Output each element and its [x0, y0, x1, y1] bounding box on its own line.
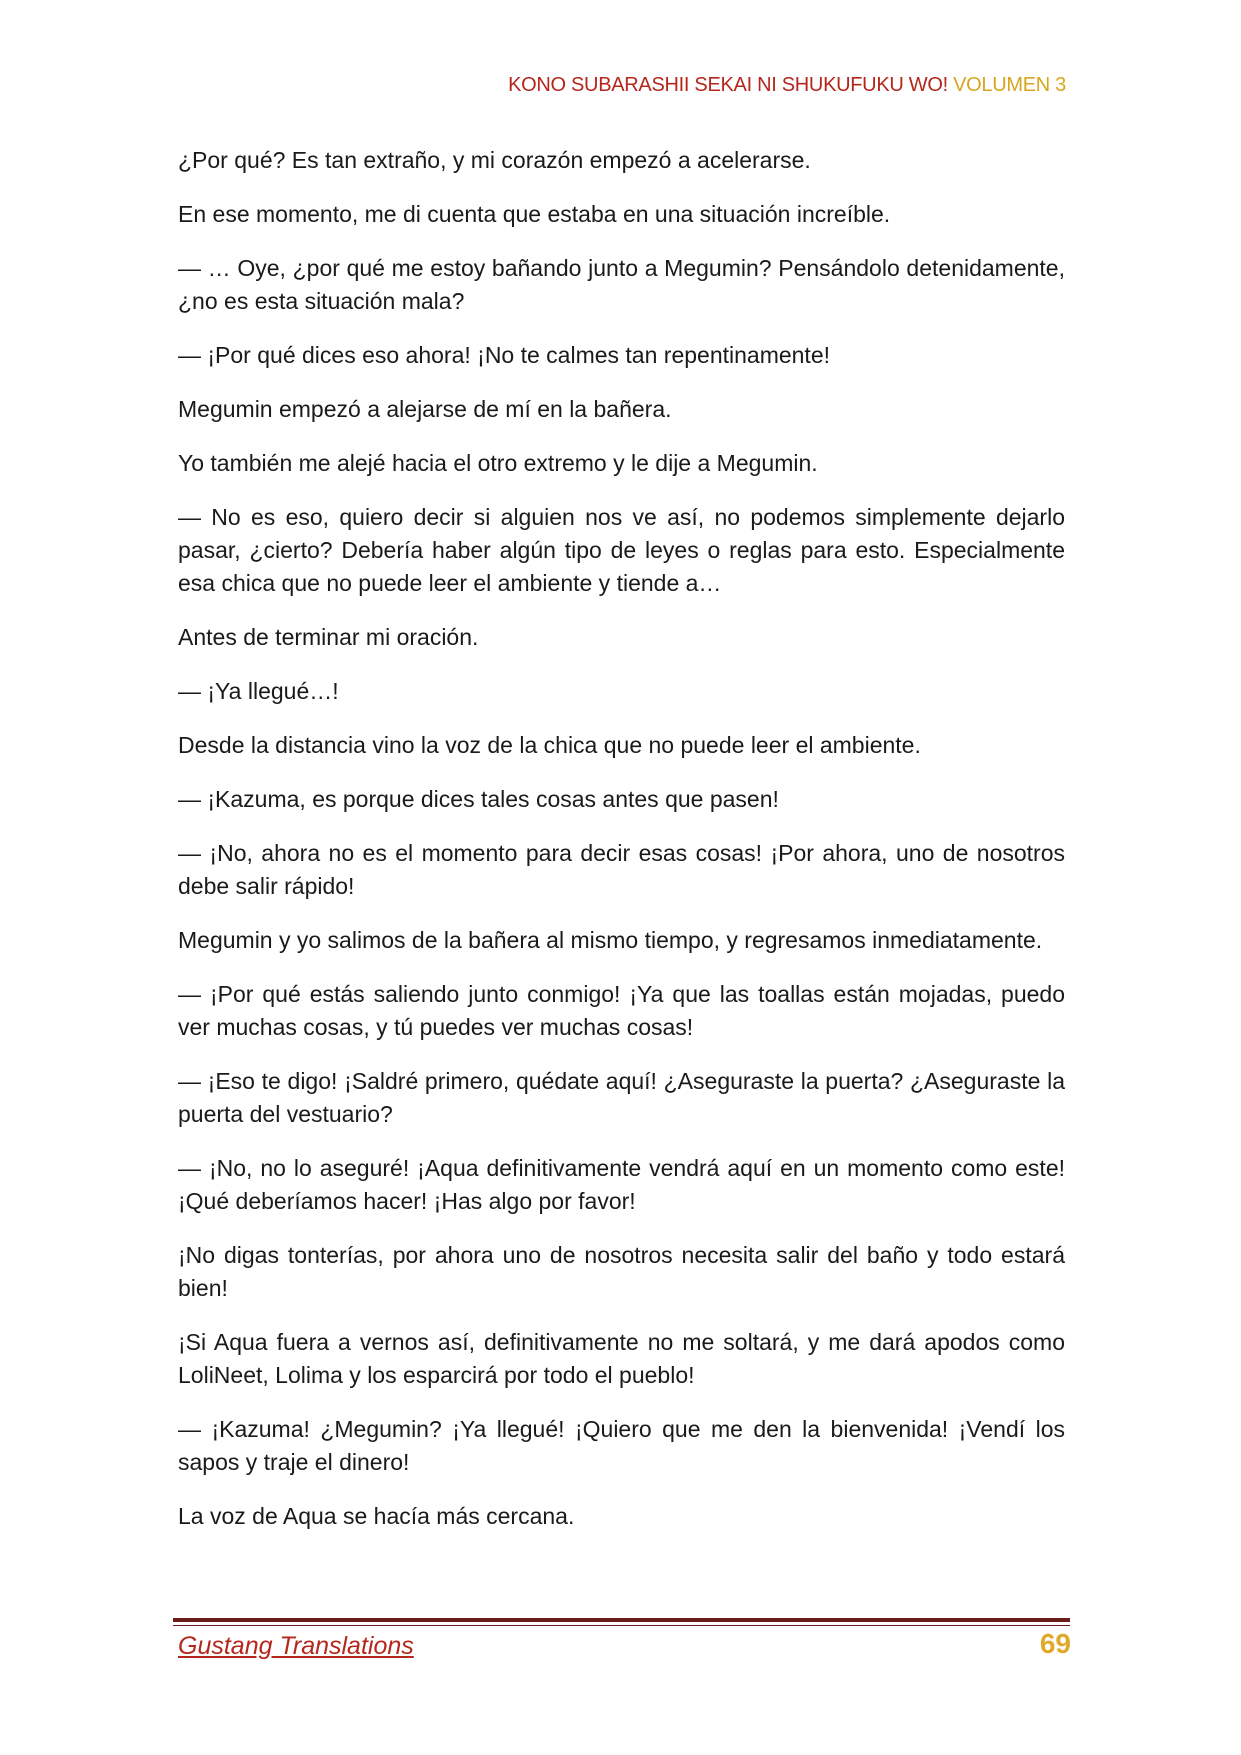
footer-credit: Gustang Translations: [178, 1632, 414, 1660]
paragraph: Megumin y yo salimos de la bañera al mismo tiempo, y regresamos inmediatamente.: [178, 927, 1043, 953]
page-number: 69: [1039, 1628, 1071, 1659]
paragraph: — ¡Ya llegué…!: [178, 678, 339, 704]
paragraph: — ¡Por qué estás saliendo junto conmigo! ¡Ya que las toallas están mojadas, puedo ver muchas cosas, y tú puedes ver muchas cosas!: [178, 981, 1065, 1040]
paragraph: — ¡Kazuma, es porque dices tales cosas antes que pasen!: [178, 786, 779, 812]
paragraph: Megumin empezó a alejarse de mí en la bañera.: [178, 396, 672, 422]
running-header: [508, 74, 1066, 97]
paragraph: ¿Por qué? Es tan extraño, y mi corazón empezó a acelerarse.: [178, 147, 811, 173]
paragraph: — … Oye, ¿por qué me estoy bañando junto a Megumin? Pensándolo detenidamente, ¿no es esta situación mala?: [178, 255, 1065, 314]
paragraph: — ¡Por qué dices eso ahora! ¡No te calmes tan repentinamente!: [178, 342, 831, 368]
paragraph: — No es eso, quiero decir si alguien nos ve así, no podemos simplemente dejarlo pasar, ¿cierto? Debería haber algún tipo de leyes o reglas para esto. Especialmente esa chica que no puede leer el ambiente y tiende a…: [178, 504, 1065, 596]
paragraph: — ¡No, ahora no es el momento para decir esas cosas! ¡Por ahora, uno de nosotros debe salir rápido!: [178, 840, 1065, 899]
paragraph: La voz de Aqua se hacía más cercana.: [178, 1503, 575, 1529]
paragraph: ¡Si Aqua fuera a vernos así, definitivamente no me soltará, y me dará apodos como LoliNeet, Lolima y los esparcirá por todo el pueblo!: [178, 1329, 1065, 1388]
paragraph: ¡No digas tonterías, por ahora uno de nosotros necesita salir del baño y todo estará bien!: [178, 1242, 1065, 1301]
paragraph: — ¡No, no lo aseguré! ¡Aqua definitivamente vendrá aquí en un momento como este! ¡Qué deberíamos hacer! ¡Has algo por favor!: [178, 1155, 1065, 1214]
paragraph: Desde la distancia vino la voz de la chica que no puede leer el ambiente.: [178, 732, 921, 758]
paragraph: Antes de terminar mi oración.: [178, 624, 479, 650]
paragraph: — ¡Kazuma! ¿Megumin? ¡Ya llegué! ¡Quiero que me den la bienvenida! ¡Vendí los sapos y traje el dinero!: [178, 1416, 1065, 1475]
footer-divider: [173, 1618, 1070, 1622]
body-text: [178, 144, 1065, 1554]
header-series-title: KONO SUBARASHII SEKAI NI SHUKUFUKU WO!: [508, 74, 954, 96]
footer-divider-thin: [173, 1625, 1070, 1626]
paragraph: En ese momento, me di cuenta que estaba en una situación increíble.: [178, 201, 891, 227]
paragraph: — ¡Eso te digo! ¡Saldré primero, quédate aquí! ¿Aseguraste la puerta? ¿Aseguraste la puerta del vestuario?: [178, 1068, 1065, 1127]
paragraph: Yo también me alejé hacia el otro extremo y le dije a Megumin.: [178, 450, 818, 476]
header-volume: VOLUMEN 3: [953, 74, 1066, 96]
